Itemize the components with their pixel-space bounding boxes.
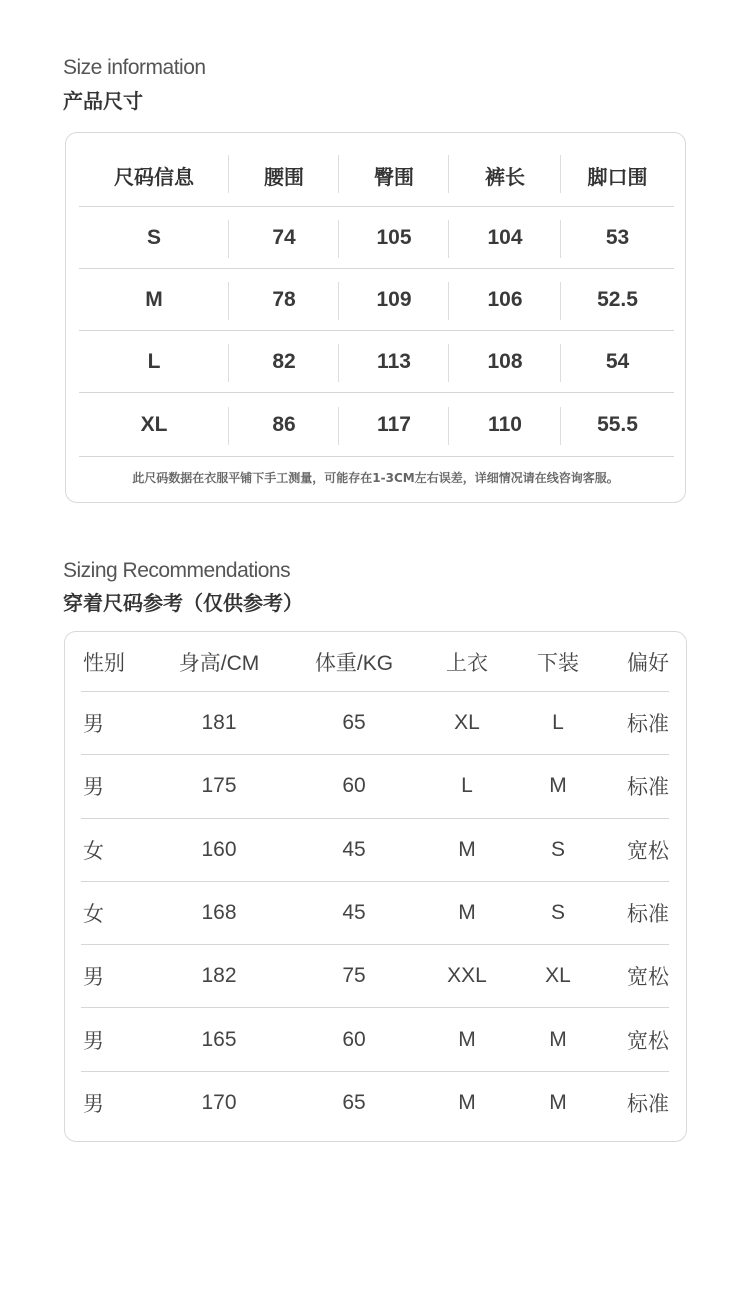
rec-cell: M [549,1091,567,1115]
rec-table-header-row [81,633,669,692]
size-cell: 74 [229,226,339,250]
size-cell: 113 [339,350,449,374]
rec-cell: 女 [83,839,104,863]
rec-cell: 170 [201,1091,237,1115]
rec-cell: 160 [201,837,237,861]
rec-cell: 标准 [627,1093,669,1117]
size-table-row [79,393,674,457]
rec-section-title-cn: 穿着尺码参考（仅供参考） [63,591,303,615]
rec-table-row [81,945,669,1008]
size-table-row [79,269,674,331]
size-cell: 105 [339,226,449,250]
rec-cell: 75 [342,964,366,988]
rec-cell: 男 [83,1093,104,1117]
rec-header-cell: 下装 [537,652,579,675]
rec-cell: S [550,901,565,925]
rec-cell: 宽松 [627,966,669,990]
size-cell: XL [79,413,229,437]
rec-cell: 181 [201,711,237,735]
rec-header-cell: 身高/CM [178,652,260,675]
rec-cell: 男 [83,713,104,737]
size-cell: 53 [605,225,630,249]
rec-cell: XL [545,964,571,988]
rec-cell: 男 [83,966,104,990]
rec-cell: 65 [342,1091,366,1115]
rec-header-cell: 偏好 [627,652,669,675]
rec-table-row [81,1008,669,1071]
rec-cell: 男 [83,1029,104,1053]
rec-cell: M [458,901,476,925]
rec-table-row [81,819,669,882]
rec-cell: 45 [342,837,366,861]
size-header-cell: 腰围 [229,161,339,190]
rec-cell: M [458,1091,476,1115]
size-header-cell: 脚口围 [587,165,648,189]
rec-cell: XXL [447,964,487,988]
size-measurement-note: 此尺码数据在衣服平铺下手工测量，可能存在1-3CM左右误差，详细情况请在线咨询客服。 [132,471,619,485]
rec-cell: 标准 [627,776,669,800]
size-header-cell: 尺码信息 [79,161,229,190]
size-table-header-row [79,145,674,207]
rec-cell: M [458,837,476,861]
rec-table [81,633,669,1135]
rec-cell: M [549,774,567,798]
size-header-cell: 裤长 [449,161,561,190]
rec-cell: 168 [201,901,237,925]
rec-cell: 60 [342,774,366,798]
size-cell: 117 [339,413,449,437]
rec-table-row [81,882,669,945]
size-header-cell: 臀围 [339,161,449,190]
rec-cell: 宽松 [627,1029,669,1053]
size-cell: 110 [449,413,561,437]
size-cell: 55.5 [597,412,638,436]
rec-cell: S [550,837,565,861]
rec-header-cell: 性别 [83,652,125,675]
rec-cell: 宽松 [627,839,669,863]
rec-cell: 165 [201,1027,237,1051]
rec-table-card [64,631,687,1142]
rec-cell: 标准 [627,903,669,927]
size-cell: M [79,288,229,312]
size-table [79,145,674,457]
rec-cell: 60 [342,1027,366,1051]
size-cell: 82 [229,350,339,374]
rec-cell: 男 [83,776,104,800]
rec-cell: 女 [83,903,104,927]
rec-cell: L [552,711,564,735]
size-cell: 104 [449,226,561,250]
rec-cell: M [549,1027,567,1051]
size-cell: 52.5 [597,287,638,311]
rec-header-cell: 体重/KG [314,652,394,675]
size-cell: 78 [229,288,339,312]
size-cell: 86 [229,413,339,437]
size-table-row [79,207,674,269]
size-table-row [79,331,674,393]
rec-cell: 175 [201,774,237,798]
size-cell: 106 [449,288,561,312]
size-cell: 54 [605,349,630,373]
size-section-title-en: Size information [63,56,206,79]
rec-cell: 182 [201,964,237,988]
rec-table-row [81,1072,669,1135]
size-cell: 109 [339,288,449,312]
size-cell: 108 [449,350,561,374]
rec-section-title-en: Sizing Recommendations [63,559,291,582]
size-cell: S [79,226,229,250]
rec-cell: XL [454,711,480,735]
rec-cell: 标准 [627,713,669,737]
size-table-card [65,132,686,503]
rec-cell: 65 [342,711,366,735]
rec-header-cell: 上衣 [446,652,488,675]
rec-table-row [81,692,669,755]
size-cell: L [79,350,229,374]
rec-table-row [81,755,669,818]
rec-cell: M [458,1027,476,1051]
rec-cell: 45 [342,901,366,925]
size-section-title-cn: 产品尺寸 [63,89,143,113]
rec-cell: L [461,774,473,798]
